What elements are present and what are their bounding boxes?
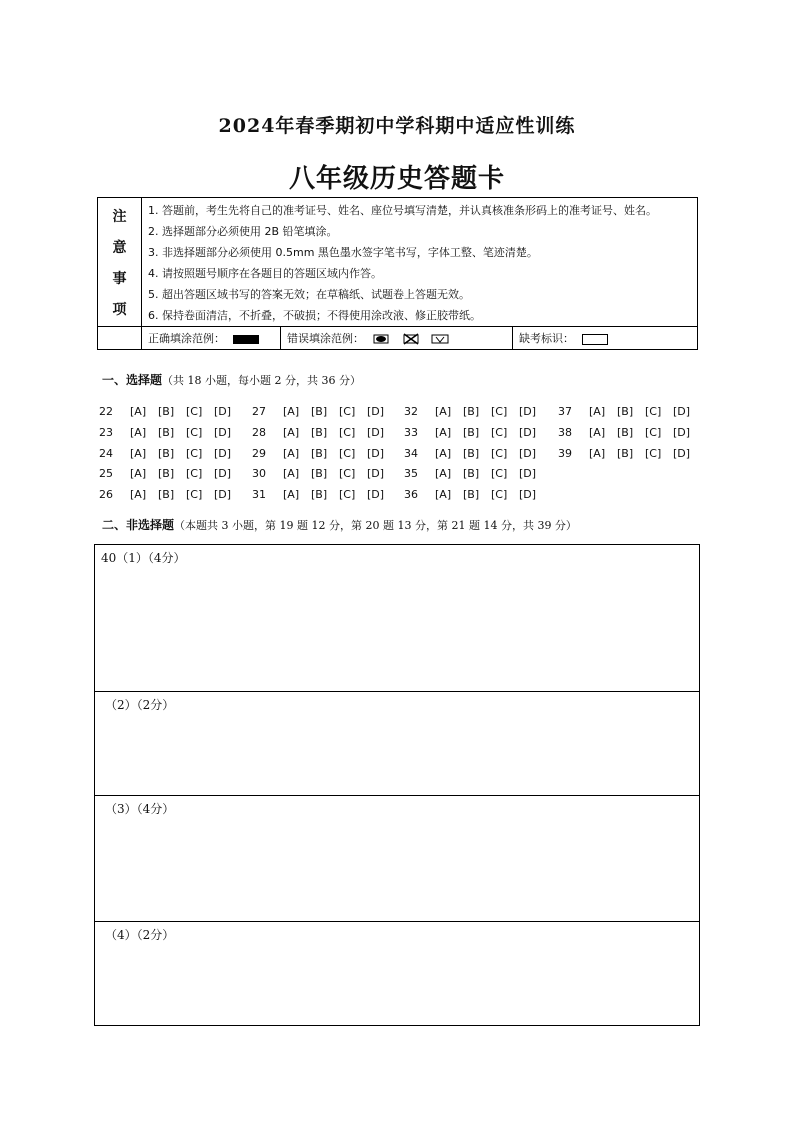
option-bubble-a[interactable]: [A] [130,425,147,439]
option-bubble-c[interactable]: [C] [491,467,508,481]
section1-title: 一、选择题 [102,373,163,387]
option-bubble-b[interactable]: [B] [158,425,175,439]
option-bubble-a[interactable]: [A] [283,467,300,481]
option-bubble-d[interactable]: [D] [519,405,537,418]
question-number: 32 [404,405,418,418]
question-number: 39 [558,446,572,460]
option-bubble-b[interactable]: [B] [617,405,634,418]
option-bubble-c[interactable]: [C] [186,425,203,439]
option-bubble-c[interactable]: [C] [186,488,203,501]
option-bubble-a[interactable]: [A] [435,425,452,439]
option-bubble-c[interactable]: [C] [645,425,662,439]
rule-1: 1. 答题前，考生先将自己的准考证号、姓名、座位号填写清楚，并认真核准条形码上的准考证号、姓名。 [148,204,657,217]
option-bubble-a[interactable]: [A] [130,488,147,501]
option-bubble-d[interactable]: [D] [673,405,691,418]
option-bubble-d[interactable]: [D] [519,488,537,501]
section2-heading [102,516,577,533]
rule-3: 3. 非选择题部分必须使用 0.5mm 黑色墨水签字笔书写，字体工整、笔迹清楚。 [148,246,538,259]
question-number: 38 [558,425,572,439]
option-bubble-c[interactable]: [C] [491,446,508,460]
option-bubble-a[interactable]: [A] [435,446,452,460]
question-number: 34 [404,446,418,460]
option-bubble-b[interactable]: [B] [311,446,328,460]
option-bubble-d[interactable]: [D] [673,446,691,460]
answer-box-q40-1[interactable] [94,544,700,692]
notice-table [97,197,698,350]
option-bubble-a[interactable]: [A] [589,425,606,439]
notice-char-3: 事 [112,271,127,287]
option-bubble-b[interactable]: [B] [463,467,480,481]
notice-char-4: 项 [112,302,127,318]
option-bubble-c[interactable]: [C] [186,405,203,418]
option-bubble-a[interactable]: [A] [283,425,300,439]
answer-sheet-title: 八年级历史答题卡 [288,164,505,194]
option-bubble-b[interactable]: [B] [158,488,175,501]
question-number: 27 [252,405,266,418]
option-bubble-d[interactable]: [D] [367,446,385,460]
option-bubble-d[interactable]: [D] [214,488,232,501]
option-bubble-d[interactable]: [D] [367,488,385,501]
option-bubble-c[interactable]: [C] [491,488,508,501]
rule-5: 5. 超出答题区域书写的答案无效；在草稿纸、试题卷上答题无效。 [148,288,470,301]
option-bubble-b[interactable]: [B] [463,488,480,501]
option-bubble-a[interactable]: [A] [435,488,452,501]
notice-char-2: 意 [112,240,127,256]
filled-bubble-icon [233,335,259,344]
section2-note: （本题共 3 小题，第 19 题 12 分，第 20 题 13 分，第 21 题 14 分，共 39 分） [174,519,577,532]
option-bubble-d[interactable]: [D] [519,446,537,460]
option-bubble-b[interactable]: [B] [158,467,175,481]
answer-label-q40-4: （4）（2分） [105,928,175,942]
option-bubble-d[interactable]: [D] [519,425,537,439]
question-number: 24 [99,446,113,460]
section1-note: （共 18 小题，每小题 2 分，共 36 分） [162,374,361,387]
question-number: 36 [404,488,418,501]
option-bubble-a[interactable]: [A] [435,405,452,418]
option-bubble-d[interactable]: [D] [214,446,232,460]
wrong-fill-example [281,327,513,350]
question-number: 22 [99,405,113,418]
option-bubble-c[interactable]: [C] [339,446,356,460]
notice-char-1: 注 [112,209,127,225]
side-spacer [98,327,142,350]
option-bubble-a[interactable]: [A] [435,467,452,481]
option-bubble-c[interactable]: [C] [186,467,203,481]
correct-fill-label: 正确填涂范例： [148,332,225,345]
option-bubble-b[interactable]: [B] [158,446,175,460]
rule-2: 2. 选择题部分必须使用 2B 铅笔填涂。 [148,225,338,238]
question-number: 25 [99,467,113,481]
answer-label-q40-2: （2）（2分） [105,698,175,712]
question-number: 29 [252,446,266,460]
option-bubble-b[interactable]: [B] [463,405,480,418]
option-bubble-b[interactable]: [B] [617,425,634,439]
option-bubble-c[interactable]: [C] [491,405,508,418]
option-bubble-d[interactable]: [D] [519,467,537,481]
answer-box-q40-2[interactable] [94,691,700,796]
question-number: 30 [252,467,266,481]
option-bubble-c[interactable]: [C] [339,488,356,501]
option-bubble-a[interactable]: [A] [283,488,300,501]
option-bubble-c[interactable]: [C] [645,446,662,460]
question-number: 28 [252,425,266,439]
notice-rules [142,198,698,327]
option-bubble-a[interactable]: [A] [130,446,147,460]
option-bubble-a[interactable]: [A] [130,405,147,418]
exam-subtitle: 2024年春季期初中学科期中适应性训练 [218,115,576,137]
question-number: 31 [252,488,266,501]
question-number: 23 [99,425,113,439]
option-bubble-b[interactable]: [B] [311,405,328,418]
absent-label: 缺考标识： [519,332,574,345]
answer-label-q40-3: （3）（4分） [105,802,175,816]
option-bubble-a[interactable]: [A] [589,446,606,460]
option-bubble-c[interactable]: [C] [645,405,662,418]
option-bubble-b[interactable]: [B] [311,488,328,501]
absent-marker [513,327,698,350]
option-bubble-d[interactable]: [D] [214,425,232,439]
option-bubble-b[interactable]: [B] [311,425,328,439]
question-number: 33 [404,425,418,439]
option-bubble-b[interactable]: [B] [617,446,634,460]
answer-label-q40-1: 40（1）（4分） [101,551,186,565]
question-number: 37 [558,405,572,418]
wrong-marks-icon [372,333,462,345]
section2-title: 二、非选择题 [102,518,175,532]
option-bubble-d[interactable]: [D] [214,405,232,418]
option-bubble-d[interactable]: [D] [367,405,385,418]
option-bubble-d[interactable]: [D] [673,425,691,439]
option-bubble-c[interactable]: [C] [186,446,203,460]
option-bubble-d[interactable]: [D] [214,467,232,481]
option-bubble-c[interactable]: [C] [491,425,508,439]
absent-checkbox[interactable] [582,334,608,345]
option-bubble-b[interactable]: [B] [158,405,175,418]
option-bubble-b[interactable]: [B] [311,467,328,481]
option-bubble-d[interactable]: [D] [367,425,385,439]
option-bubble-a[interactable]: [A] [283,405,300,418]
answer-box-q40-4[interactable] [94,921,700,1026]
option-bubble-c[interactable]: [C] [339,425,356,439]
rule-4: 4. 请按照题号顺序在各题目的答题区域内作答。 [148,267,382,280]
wrong-fill-label: 错误填涂范例： [287,332,364,345]
rule-6: 6. 保持卷面清洁，不折叠，不破损；不得使用涂改液、修正胶带纸。 [148,309,481,322]
option-bubble-a[interactable]: [A] [589,405,606,418]
option-bubble-a[interactable]: [A] [283,446,300,460]
option-bubble-b[interactable]: [B] [463,425,480,439]
question-number: 35 [404,467,418,481]
option-bubble-c[interactable]: [C] [339,405,356,418]
option-bubble-b[interactable]: [B] [463,446,480,460]
notice-side-label [98,198,142,327]
option-bubble-c[interactable]: [C] [339,467,356,481]
correct-fill-example [142,327,281,350]
section1-heading [102,371,361,388]
answer-box-q40-3[interactable] [94,795,700,922]
question-number: 26 [99,488,113,501]
option-bubble-d[interactable]: [D] [367,467,385,481]
option-bubble-a[interactable]: [A] [130,467,147,481]
